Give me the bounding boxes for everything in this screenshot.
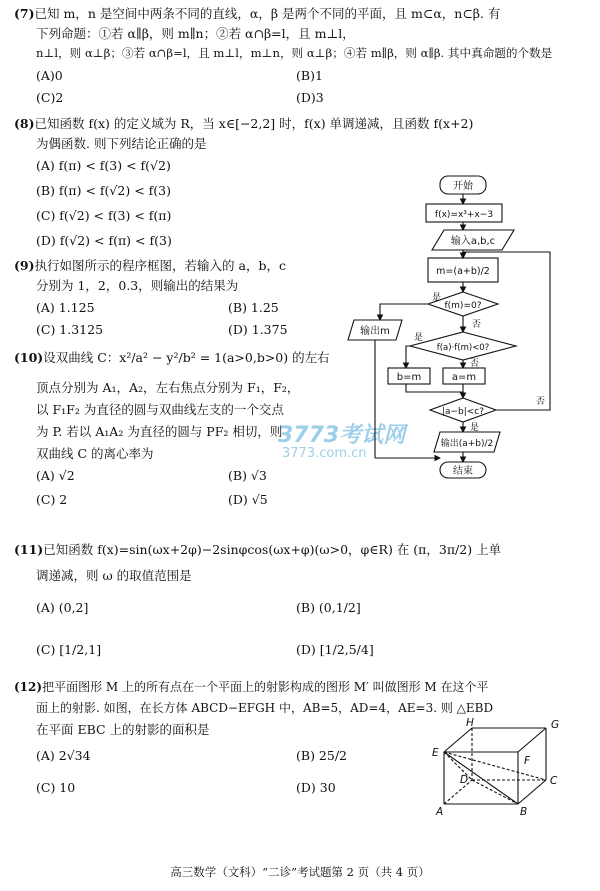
question-number: (12) (14, 680, 43, 694)
option-d: (D) [1/2,5/4] (296, 642, 374, 657)
flowchart (340, 172, 592, 480)
yes-label-1: 是 (432, 293, 442, 303)
no-label-1: 否 (472, 320, 482, 330)
question-number: (11) (14, 542, 44, 557)
option-d: (D) 30 (296, 780, 336, 795)
option-b: (B) 25/2 (296, 748, 347, 763)
function-label: f(x)=x³+x−3 (434, 210, 494, 220)
condition-fm-zero-label: f(m)=0? (444, 301, 482, 311)
question-9-line2: 分别为 1，2，0.3，则输出的结果为 (36, 278, 239, 293)
assign-b-label: b=m (396, 372, 422, 383)
question-9 (14, 256, 286, 275)
input-label: 输入a,b,c (450, 236, 496, 247)
question-number: (8) (14, 116, 35, 131)
option-a: (A) 1.125 (36, 300, 95, 315)
question-number: (7) (14, 6, 35, 21)
option-d: (D) f(√2) < f(π) < f(3) (36, 233, 172, 248)
option-b: (B)1 (296, 68, 323, 83)
vertex-g: G (551, 719, 560, 731)
option-a: (A) √2 (36, 468, 75, 483)
question-8 (14, 114, 473, 133)
page-footer: 高三数学（文科）“二诊”考试题第 2 页（共 4 页） (170, 865, 430, 879)
option-b: (B) √3 (228, 468, 267, 483)
option-a: (A)0 (36, 68, 63, 83)
condition-abs-c-label: |a−b|<c? (441, 407, 485, 417)
option-c: (C) f(√2) < f(3) < f(π) (36, 208, 172, 223)
question-10-line5: 双曲线 C 的离心率为 (36, 446, 154, 461)
watermark-url: 3773.com.cn (282, 446, 367, 461)
vertex-c: C (550, 775, 558, 787)
option-d: (D) 1.375 (228, 322, 288, 337)
question-7-line2: 下列命题：①若 α∥β，则 m∥n；②若 α∩β=l，且 m⊥l， (36, 26, 355, 41)
vertex-b: B (520, 806, 528, 818)
option-b: (B) f(π) < f(√2) < f(3) (36, 183, 171, 198)
question-text-line1: 已知函数 f(x)=sin(ωx+2φ)−2sinφcos(ωx+φ)(ω>0，φ∈R) 在 (π，3π/2) 上单 (43, 542, 502, 557)
vertex-h: H (466, 717, 474, 729)
yes-label-3: 是 (470, 423, 480, 433)
question-text-line1: 执行如图所示的程序框图，若输入的 a，b，c (34, 258, 286, 273)
assign-m-label: m=(a+b)/2 (436, 266, 490, 277)
question-12-line2: 面上的射影. 如图，在长方体 ABCD−EFGH 中，AB=5，AD=4，AE=3. 则 △EBD (36, 701, 494, 715)
output-m-label: 输出m (360, 326, 390, 337)
question-11-line2: 调递减，则 ω 的取值范围是 (36, 568, 192, 583)
vertex-e: E (432, 747, 439, 759)
question-10-line2: 顶点分别为 A₁，A₂，左右焦点分别为 F₁，F₂， (36, 380, 300, 395)
question-11 (14, 540, 501, 559)
question-number: (9) (14, 258, 35, 273)
option-c: (C) [1/2,1] (36, 642, 102, 657)
question-text-line1: 已知 m，n 是空间中两条不同的直线，α，β 是两个不同的平面，且 m⊂α，n⊂β. 有 (34, 6, 501, 21)
output-mid-label: 输出(a+b)/2 (440, 439, 494, 449)
option-d: (D) √5 (228, 492, 268, 507)
vertex-a: A (436, 806, 444, 818)
question-8-line2: 为偶函数. 则下列结论正确的是 (36, 136, 207, 151)
no-label-3: 否 (536, 397, 546, 407)
question-text-line1: 已知函数 f(x) 的定义域为 R，当 x∈[−2,2] 时，f(x) 单调递减，且函数 f(x+2) (34, 116, 474, 131)
condition-fa-fm-label: f(a)·f(m)<0? (436, 343, 490, 353)
question-text-line1: 设双曲线 C：x²/a² − y²/b² = 1(a>0,b>0) 的左右 (43, 350, 330, 365)
option-c: (C)2 (36, 90, 64, 105)
yes-label-2: 是 (414, 333, 424, 343)
question-7 (14, 4, 500, 23)
option-a: (A) 2√34 (36, 748, 91, 763)
watermark-brand: 3773考试网 (278, 423, 406, 448)
no-label-2: 否 (470, 359, 480, 369)
question-12-line3: 在平面 EBC 上的射影的面积是 (36, 722, 210, 737)
option-a: (A) f(π) < f(3) < f(√2) (36, 158, 171, 173)
option-c: (C) 10 (36, 780, 76, 795)
question-12 (14, 678, 489, 697)
question-10-line3: 以 F₁F₂ 为直径的圆与双曲线左支的一个交点 (36, 402, 284, 417)
question-text-line1: 把平面图形 M 上的所有点在一个平面上的射影构成的图形 M′ 叫做图形 M 在这个平 (42, 680, 489, 694)
question-number: (10) (14, 350, 44, 365)
option-c: (C) 2 (36, 492, 68, 507)
question-10 (14, 348, 330, 367)
end-label: 结束 (453, 466, 473, 477)
vertex-f: F (524, 755, 531, 767)
cuboid-figure (428, 716, 594, 818)
question-7-line3: n⊥l，则 α⊥β；③若 α∩β=l，且 m⊥l，m⊥n，则 α⊥β；④若 m∥β，则 α∥β. 其中真命题的个数是 (36, 46, 553, 60)
vertex-d: D (460, 774, 469, 786)
question-10-line4: 为 P. 若以 A₁A₂ 为直径的圆与 PF₂ 相切，则 (36, 424, 283, 439)
option-b: (B) (0,1/2] (296, 600, 361, 615)
assign-a-label: a=m (451, 372, 477, 383)
start-label: 开始 (453, 181, 473, 192)
option-d: (D)3 (296, 90, 324, 105)
option-a: (A) (0,2] (36, 600, 89, 615)
option-b: (B) 1.25 (228, 300, 279, 315)
option-c: (C) 1.3125 (36, 322, 104, 337)
